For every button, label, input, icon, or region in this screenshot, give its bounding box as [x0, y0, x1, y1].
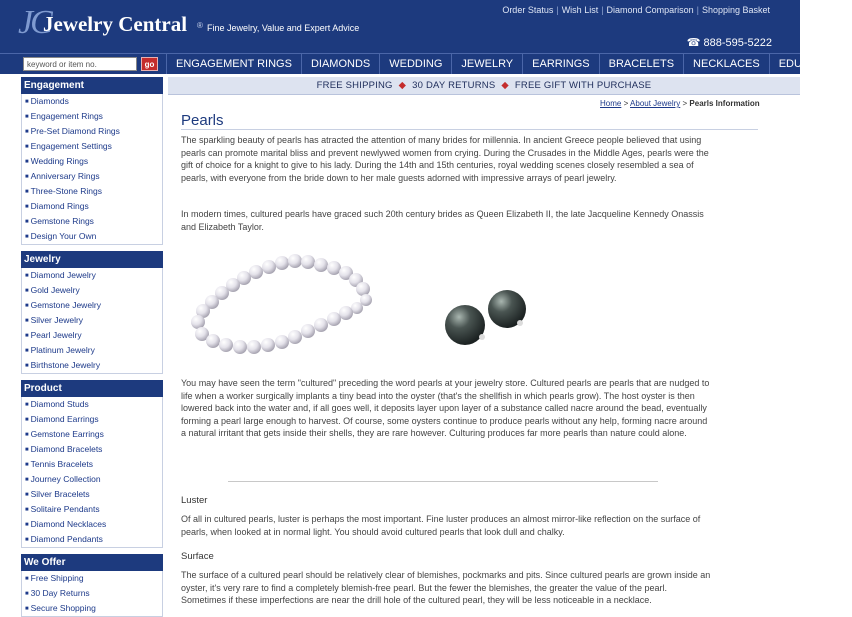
- surface-paragraph: The surface of a cultured pearl should be relatively clear of blemishes, pockmarks and pits. Since cultured pearls are grown inside an oyster, it's very rare to find a completely blemish-free pearl. But the fewer the blemishes, the greater the value of the pearl. Sometimes if these imperfections are near the drill hole of the cultured pearl, they will be less noticeable in a necklace.: [181, 570, 711, 605]
- bullet-icon: ■: [25, 129, 29, 135]
- cultured-paragraph: You may have seen the term "cultured" preceding the word pearls at your jewelry store. Cultured pearls are pearls that are nudged to life when a worker surgically implants a tiny bead into the oyster (that's the shellfish in which pearls grow). The host oyster is then lowered back into the water and, if all goes well, it deposits layer upon layer of a substance called nacre around the bead, eventually forming a pearl large enough to harvest. Of course, some oysters continue to produce pearls without any help, forming nacre around a natural irritant that gets inside their shells, they are rare however. Culturing produces far more pearls than nature could alone.: [181, 378, 710, 438]
- sidebar-item-label: Tennis Bracelets: [30, 459, 93, 469]
- search-input[interactable]: [23, 57, 137, 71]
- top-link-separator: |: [601, 5, 604, 15]
- main-nav-bar: [0, 53, 843, 74]
- search-go-button[interactable]: go: [141, 57, 158, 71]
- sidebar-item-label: Diamond Studs: [30, 399, 89, 409]
- promo-separator: ◆: [501, 80, 509, 91]
- sidebar-item-gemstone-earrings[interactable]: [22, 427, 162, 442]
- bullet-icon: ■: [25, 537, 29, 543]
- bullet-icon: ■: [25, 219, 29, 225]
- page-title: Pearls: [181, 112, 224, 129]
- promo-free-shipping[interactable]: FREE SHIPPING: [316, 80, 393, 91]
- site-header: [0, 0, 800, 53]
- sidebar-item-label: Gemstone Jewelry: [30, 300, 102, 310]
- sidebar-item-silver-jewelry[interactable]: [22, 313, 162, 328]
- bullet-icon: ■: [25, 462, 29, 468]
- logo-text[interactable]: Jewelry Central: [43, 12, 188, 36]
- nav-diamonds[interactable]: DIAMONDS: [301, 54, 379, 74]
- promo-30-day-returns[interactable]: 30 DAY RETURNS: [412, 80, 496, 91]
- sidebar-item-gemstone-jewelry[interactable]: [22, 298, 162, 313]
- bullet-icon: ■: [25, 189, 29, 195]
- bullet-icon: ■: [25, 144, 29, 150]
- bullet-icon: ■: [25, 432, 29, 438]
- sidebar-item-label: Three-Stone Rings: [30, 186, 102, 196]
- bullet-icon: ■: [25, 363, 29, 369]
- sidebar-list-product: [21, 397, 163, 548]
- sidebar-item-solitaire-pendants[interactable]: [22, 502, 162, 517]
- sidebar-item-label: Journey Collection: [30, 474, 101, 484]
- sidebar-item-label: Gemstone Rings: [30, 216, 94, 226]
- sidebar-item-label: Gemstone Earrings: [30, 429, 104, 439]
- sidebar-item-label: Anniversary Rings: [30, 171, 100, 181]
- sidebar-item-pre-set-diamond-rings[interactable]: [22, 124, 162, 139]
- sidebar-item-label: 30 Day Returns: [30, 588, 90, 598]
- breadcrumb-home[interactable]: Home: [600, 99, 622, 108]
- sidebar-item-label: Platinum Jewelry: [30, 345, 95, 355]
- sidebar-item-label: Engagement Rings: [30, 111, 103, 121]
- phone-number: ☎ 888-595-5222: [686, 37, 772, 49]
- sidebar-item-free-shipping[interactable]: [22, 571, 162, 586]
- sidebar-item-design-your-own[interactable]: [22, 229, 162, 244]
- bullet-icon: ■: [25, 159, 29, 165]
- black-pearl-earrings: [445, 290, 526, 345]
- top-links: [502, 5, 770, 15]
- bullet-icon: ■: [25, 348, 29, 354]
- luster-paragraph: Of all in cultured pearls, luster is perhaps the most important. Fine luster produces an almost mirror-like reflection on the surface of pearls, when looked at in normal light. You should avoid cultured pearls that look dull and chalky.: [181, 514, 701, 537]
- nav-jewelry[interactable]: JEWELRY: [451, 54, 522, 74]
- nav-wedding[interactable]: WEDDING: [379, 54, 451, 74]
- sidebar-item-label: Gold Jewelry: [30, 285, 80, 295]
- bullet-icon: ■: [25, 288, 29, 294]
- bullet-icon: ■: [25, 333, 29, 339]
- bullet-icon: ■: [25, 303, 29, 309]
- bullet-icon: ■: [25, 447, 29, 453]
- sidebar-item-silver-bracelets[interactable]: [22, 487, 162, 502]
- sidebar-item-label: Pre-Set Diamond Rings: [30, 126, 120, 136]
- sidebar-item-label: Engagement Settings: [30, 141, 112, 151]
- bullet-icon: ■: [25, 417, 29, 423]
- nav-earrings[interactable]: EARRINGS: [522, 54, 598, 74]
- sidebar-item-label: Diamond Earrings: [30, 414, 99, 424]
- sidebar-item-label: Diamond Rings: [30, 201, 89, 211]
- breadcrumb-current: Pearls Information: [689, 99, 760, 108]
- sidebar-item-diamonds[interactable]: [22, 94, 162, 109]
- sidebar-item-diamond-earrings[interactable]: [22, 412, 162, 427]
- sidebar-heading-engagement: Engagement: [21, 77, 163, 94]
- sidebar-item-label: Diamond Necklaces: [30, 519, 107, 529]
- sidebar-item-secure-shopping[interactable]: [22, 601, 162, 616]
- nav-engagement-rings[interactable]: ENGAGEMENT RINGS: [166, 54, 301, 74]
- sidebar-item-label: Diamond Pendants: [30, 534, 103, 544]
- breadcrumb-separator: >: [623, 99, 629, 108]
- bullet-icon: ■: [25, 477, 29, 483]
- pearl-necklace: [191, 254, 372, 354]
- sidebar-item-diamond-rings[interactable]: [22, 199, 162, 214]
- bullet-icon: ■: [25, 507, 29, 513]
- sidebar-heading-jewelry: Jewelry: [21, 251, 163, 268]
- sidebar-item-label: Wedding Rings: [30, 156, 89, 166]
- sidebar-item-label: Secure Shopping: [30, 603, 96, 613]
- top-link-separator: |: [556, 5, 559, 15]
- bullet-icon: ■: [25, 606, 29, 612]
- bullet-icon: ■: [25, 591, 29, 597]
- bullet-icon: ■: [25, 522, 29, 528]
- logo-mark[interactable]: JC: [18, 4, 50, 41]
- sidebar-item-diamond-bracelets[interactable]: [22, 442, 162, 457]
- breadcrumb-about-jewelry[interactable]: About Jewelry: [630, 99, 681, 108]
- promo-free-gift[interactable]: FREE GIFT WITH PURCHASE: [514, 80, 652, 91]
- sidebar-item-birthstone-jewelry[interactable]: [22, 358, 162, 373]
- sidebar-item-30-day-returns[interactable]: [22, 586, 162, 601]
- order-status-link[interactable]: Order Status: [502, 5, 554, 15]
- sidebar-item-anniversary-rings[interactable]: [22, 169, 162, 184]
- bullet-icon: ■: [25, 402, 29, 408]
- bullet-icon: ■: [25, 174, 29, 180]
- bullet-icon: ■: [25, 576, 29, 582]
- pearl-necklace-and-earrings-image: [182, 245, 542, 365]
- sidebar-item-gemstone-rings[interactable]: [22, 214, 162, 229]
- sidebar-item-three-stone-rings[interactable]: [22, 184, 162, 199]
- sidebar-item-label: Silver Jewelry: [30, 315, 84, 325]
- sidebar: [21, 77, 163, 613]
- sidebar-list-we-offer: [21, 571, 163, 617]
- nav-education[interactable]: EDUCATION: [769, 54, 852, 74]
- bullet-icon: ■: [25, 114, 29, 120]
- title-divider: [181, 129, 758, 130]
- sidebar-item-label: Diamond Jewelry: [30, 270, 96, 280]
- wish-list-link[interactable]: Wish List: [561, 5, 599, 15]
- bullet-icon: ■: [25, 234, 29, 240]
- sidebar-item-journey-collection[interactable]: [22, 472, 162, 487]
- sidebar-item-wedding-rings[interactable]: [22, 154, 162, 169]
- sidebar-item-diamond-necklaces[interactable]: [22, 517, 162, 532]
- promo-bar: [168, 77, 800, 95]
- sidebar-item-label: Silver Bracelets: [30, 489, 90, 499]
- intro-paragraph-1: The sparkling beauty of pearls has atracted the attention of many brides for millennia. In ancient Greece people believed that using pearls can promote marital bliss and prevent newlywed women from crying. During the Crusades in the Middle Ages, pearls were the gift of choice for a knight to give to his lady. During the 14th and 15th centuries, royal wedding scenes closely resembled a sea of pearls, with everyone from the bride down to her male guests adorned with impressive arrays of pearl jewelry.: [181, 135, 709, 183]
- sidebar-item-label: Free Shipping: [30, 573, 84, 583]
- sidebar-item-tennis-bracelets[interactable]: [22, 457, 162, 472]
- breadcrumb: [600, 99, 760, 108]
- section-divider: [228, 481, 658, 482]
- bullet-icon: ■: [25, 99, 29, 105]
- intro-paragraph-2: In modern times, cultured pearls have graced such 20th century brides as Queen Elizabeth II, the late Jacqueline Kennedy Onassis and Elizabeth Taylor.: [181, 209, 704, 232]
- nav-items: [166, 54, 852, 74]
- sidebar-item-gold-jewelry[interactable]: [22, 283, 162, 298]
- sidebar-item-diamond-jewelry[interactable]: [22, 268, 162, 283]
- sidebar-heading-product: Product: [21, 380, 163, 397]
- diamond-comparison-link[interactable]: Diamond Comparison: [606, 5, 694, 15]
- sidebar-heading-we-offer: We Offer: [21, 554, 163, 571]
- nav-necklaces[interactable]: NECKLACES: [683, 54, 769, 74]
- sidebar-item-engagement-settings[interactable]: [22, 139, 162, 154]
- sidebar-item-diamond-pendants[interactable]: [22, 532, 162, 547]
- tagline: Fine Jewelry, Value and Expert Advice: [207, 23, 360, 33]
- sidebar-item-diamond-studs[interactable]: [22, 397, 162, 412]
- sidebar-item-label: Birthstone Jewelry: [30, 360, 101, 370]
- sidebar-item-label: Diamond Bracelets: [30, 444, 103, 454]
- nav-bracelets[interactable]: BRACELETS: [599, 54, 683, 74]
- bullet-icon: ■: [25, 273, 29, 279]
- bullet-icon: ■: [25, 318, 29, 324]
- breadcrumb-separator: >: [682, 99, 688, 108]
- top-link-separator: |: [696, 5, 699, 15]
- sidebar-item-label: Diamonds: [30, 96, 69, 106]
- sidebar-list-engagement: [21, 94, 163, 245]
- bullet-icon: ■: [25, 492, 29, 498]
- shopping-basket-link[interactable]: Shopping Basket: [701, 5, 770, 15]
- sidebar-item-platinum-jewelry[interactable]: [22, 343, 162, 358]
- sidebar-item-label: Design Your Own: [30, 231, 97, 241]
- sidebar-item-pearl-jewelry[interactable]: [22, 328, 162, 343]
- surface-heading: Surface: [181, 551, 214, 562]
- luster-heading: Luster: [181, 495, 208, 506]
- sidebar-list-jewelry: [21, 268, 163, 374]
- sidebar-item-label: Pearl Jewelry: [30, 330, 82, 340]
- promo-separator: ◆: [398, 80, 407, 91]
- logo-registered-mark: ®: [197, 21, 203, 30]
- bullet-icon: ■: [25, 204, 29, 210]
- sidebar-item-label: Solitaire Pendants: [30, 504, 100, 514]
- sidebar-item-engagement-rings[interactable]: [22, 109, 162, 124]
